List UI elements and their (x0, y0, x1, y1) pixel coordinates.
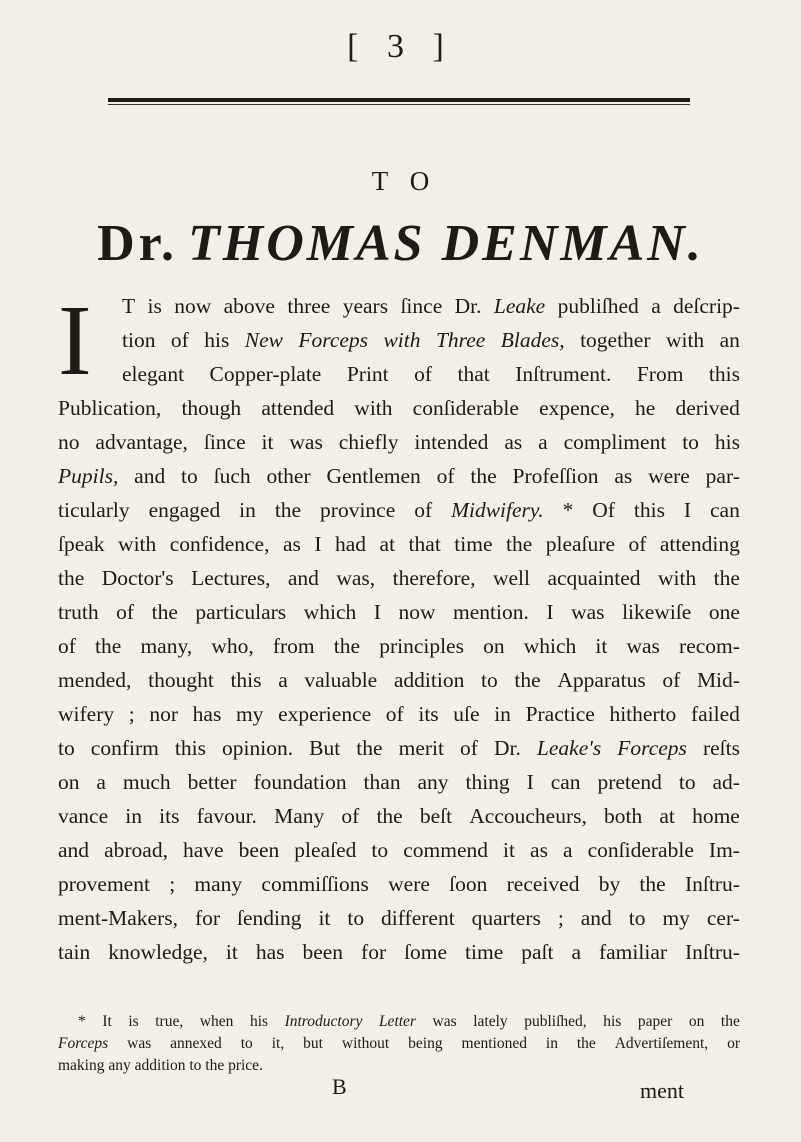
word: paper (637, 1013, 673, 1030)
word: T (122, 294, 136, 318)
word: home (692, 804, 740, 828)
word: experience (278, 702, 372, 726)
word: addition (393, 668, 465, 692)
word: now (174, 294, 212, 318)
word: to (347, 906, 365, 930)
dedication-heading (0, 214, 801, 273)
word: the (356, 736, 383, 760)
word: one (708, 600, 740, 624)
word: I (546, 600, 554, 624)
word: that (408, 532, 441, 556)
word: intended (414, 430, 489, 454)
word: ſpeak (58, 532, 105, 556)
word: principles (379, 634, 464, 658)
word: Accoucheurs, (469, 804, 587, 828)
word: was (432, 1013, 457, 1030)
word: in (239, 498, 256, 522)
word: quarters (471, 906, 541, 930)
word: cer- (706, 906, 740, 930)
word: had (335, 532, 367, 556)
word: elegant (122, 362, 185, 386)
word: ſoon (449, 872, 488, 896)
word: Many (274, 804, 325, 828)
word: Letter (378, 1013, 416, 1030)
word: and (580, 906, 612, 930)
word: compliment (563, 430, 667, 454)
word: with (354, 396, 393, 420)
word: ; (169, 872, 176, 896)
word: merit (398, 736, 444, 760)
word: truth (58, 600, 99, 624)
word: without (341, 1035, 390, 1052)
word: advantage, (95, 430, 188, 454)
word: now (398, 600, 436, 624)
word: was, (336, 566, 376, 590)
word: who, (211, 634, 254, 658)
word: ; (557, 906, 564, 930)
word: he (635, 396, 656, 420)
word: Midwifery. (451, 498, 544, 522)
text-line (58, 532, 740, 566)
word: ſince (400, 294, 443, 318)
word: time (454, 532, 493, 556)
text-line (58, 736, 740, 770)
word: provement (58, 872, 150, 896)
word: Three (435, 328, 486, 352)
word: Apparatus (557, 668, 646, 692)
word: is (128, 1013, 139, 1030)
word: Forceps (298, 328, 369, 352)
word: failed (690, 702, 740, 726)
word: that (457, 362, 490, 386)
word: to (678, 770, 696, 794)
word: better (187, 770, 237, 794)
word: ticularly (58, 498, 130, 522)
word: Im- (708, 838, 740, 862)
word: on (483, 634, 505, 658)
word: Forceps (58, 1035, 109, 1052)
word: valuable (304, 668, 378, 692)
text-line (58, 362, 740, 396)
word: three (287, 294, 331, 318)
word: the (505, 532, 533, 556)
word: have (183, 838, 224, 862)
word: familiar (598, 940, 668, 964)
word: many, (140, 634, 193, 658)
word: the (376, 804, 403, 828)
word: ad- (712, 770, 740, 794)
word: together (580, 328, 651, 352)
drop-cap: I (58, 284, 92, 396)
word: been (302, 940, 344, 964)
catchline (0, 1074, 801, 1104)
word: reſts (702, 736, 740, 760)
word: tain (58, 940, 91, 964)
word: can (550, 770, 581, 794)
word: conſiderable (587, 838, 694, 862)
word: the (95, 634, 122, 658)
to-heading: TO (371, 166, 452, 196)
word: were (648, 464, 690, 488)
word: were (388, 872, 430, 896)
word: I (526, 770, 534, 794)
word: publiſhed, (524, 1013, 587, 1030)
dedication-prefix: Dr. (97, 215, 178, 272)
word: attending (659, 532, 740, 556)
word: my (662, 906, 690, 930)
word: abroad, (104, 838, 168, 862)
word: Copper-plate (209, 362, 322, 386)
word: therefore, (392, 566, 476, 590)
word: as (282, 532, 301, 556)
footnote-line (58, 1013, 740, 1035)
word: the (205, 1057, 225, 1074)
word: uſe (453, 702, 480, 726)
header-rule (108, 98, 690, 102)
word: received (506, 872, 580, 896)
word: its (418, 702, 439, 726)
word: it (318, 906, 331, 930)
word: in (545, 1035, 558, 1052)
word: of (116, 600, 135, 624)
word: on (688, 1013, 705, 1030)
word: of (460, 736, 478, 760)
text-line (58, 566, 740, 600)
footnote (58, 1013, 740, 1079)
word: a (538, 430, 548, 454)
word: at (659, 804, 675, 828)
word: Practice (525, 702, 595, 726)
word: mention. (453, 600, 529, 624)
word: an (719, 328, 740, 352)
word: deſcrip- (673, 294, 740, 318)
word: to (481, 668, 498, 692)
word: New (244, 328, 283, 352)
word: a (651, 294, 661, 318)
word: But (309, 736, 341, 760)
word: price. (228, 1057, 263, 1074)
word: his (714, 430, 740, 454)
word: is (147, 294, 162, 318)
word: thing (465, 770, 510, 794)
word: I (683, 498, 692, 522)
text-line (58, 804, 740, 838)
word: pleaſure (545, 532, 615, 556)
word: Mid- (696, 668, 740, 692)
text-line (58, 838, 740, 872)
word: the (639, 872, 666, 896)
word: Doctor's (101, 566, 174, 590)
word: was (571, 600, 605, 624)
word: to (189, 1057, 202, 1074)
word: attended (261, 396, 335, 420)
word: has (192, 702, 222, 726)
word: his (603, 1013, 622, 1030)
text-line (58, 600, 740, 634)
word: true, (155, 1013, 184, 1030)
word: recom- (679, 634, 740, 658)
word: as (504, 430, 523, 454)
word: any (108, 1057, 131, 1074)
word: hitherto (609, 702, 677, 726)
word: * (78, 1013, 86, 1030)
word: vance (58, 804, 109, 828)
word: expence, (539, 396, 615, 420)
word: of (436, 464, 455, 488)
word: ſome (404, 940, 448, 964)
word: Lectures, (191, 566, 271, 590)
word: was (289, 430, 323, 454)
word: Inſtru- (684, 872, 740, 896)
word: in (494, 702, 511, 726)
word: his (249, 1013, 269, 1030)
word: knowledge, (108, 940, 208, 964)
text-line (58, 294, 740, 328)
word: his (204, 328, 230, 352)
signature-mark: B (332, 1074, 347, 1099)
word: pleaſed (294, 838, 357, 862)
word: likewiſe (622, 600, 692, 624)
body-text (58, 284, 740, 974)
word: I (314, 532, 322, 556)
word: the (470, 464, 497, 488)
word: Inſtru- (685, 940, 740, 964)
word: it (261, 430, 274, 454)
text-line (58, 328, 740, 362)
word: Dr. (493, 736, 521, 760)
word: which (523, 634, 577, 658)
word: favour. (196, 804, 257, 828)
word: but (303, 1035, 323, 1052)
word: of (414, 362, 433, 386)
word: commend (403, 838, 488, 862)
word: than (363, 770, 401, 794)
word: Publication, (58, 396, 162, 420)
text-line (58, 634, 740, 668)
word: to (58, 736, 75, 760)
word: it, (271, 1035, 285, 1052)
word: par- (705, 464, 740, 488)
word: other (266, 464, 311, 488)
word: the (720, 1013, 740, 1030)
word: different (381, 906, 455, 930)
text-line (58, 702, 740, 736)
word: a (96, 770, 106, 794)
word: on (58, 770, 80, 794)
word: much (122, 770, 171, 794)
word: to (371, 838, 389, 862)
word: to (682, 430, 699, 454)
word: province (320, 498, 396, 522)
text-line (58, 906, 740, 940)
word: I (373, 600, 381, 624)
word: making (58, 1057, 105, 1074)
word: any (417, 770, 449, 794)
catchword: ment (640, 1078, 684, 1103)
word: of (58, 634, 76, 658)
word: with (665, 328, 705, 352)
word: many (194, 872, 243, 896)
word: the (58, 566, 85, 590)
word: chiefly (338, 430, 399, 454)
word: my (235, 702, 264, 726)
text-line (58, 430, 740, 464)
word: been (238, 838, 280, 862)
word: wifery (58, 702, 115, 726)
word: annexed (170, 1035, 222, 1052)
word: Forceps (617, 736, 687, 760)
word: as (530, 838, 548, 862)
word: it (225, 940, 238, 964)
word: this (174, 736, 206, 760)
word: From (636, 362, 684, 386)
word: time (465, 940, 504, 964)
text-line (58, 396, 740, 430)
word: this (633, 498, 665, 522)
word: by (598, 872, 621, 896)
word: Inſtrument. (515, 362, 612, 386)
word: It (102, 1013, 112, 1030)
word: of (341, 804, 360, 828)
word: for (194, 906, 221, 930)
word: of (628, 532, 647, 556)
word: in (125, 804, 143, 828)
word: a (563, 838, 573, 862)
word: for (361, 940, 387, 964)
word: Dr. (454, 294, 482, 318)
word: opinion. (222, 736, 294, 760)
word: beſt (419, 804, 453, 828)
word: to (240, 1035, 253, 1052)
word: particulars (195, 600, 287, 624)
dedication-name: THOMAS DENMAN. (187, 215, 704, 272)
word: pretend (597, 770, 662, 794)
word: ment-Makers, (58, 906, 179, 930)
word: this (708, 362, 740, 386)
word: was (127, 1035, 152, 1052)
word: when (199, 1013, 234, 1030)
word: * (562, 498, 574, 522)
word: with (118, 532, 157, 556)
word: well (492, 566, 531, 590)
word: Print (346, 362, 389, 386)
word: ; (128, 702, 135, 726)
word: both (604, 804, 643, 828)
word: Pupils, (58, 464, 119, 488)
word: a (278, 668, 288, 692)
word: it (595, 634, 608, 658)
word: engaged (148, 498, 221, 522)
word: and (58, 838, 90, 862)
word: and (287, 566, 319, 590)
page-number: [ 3 ] (347, 28, 454, 65)
text-line (58, 464, 740, 498)
word: mentioned (461, 1035, 527, 1052)
word: a (571, 940, 581, 964)
text-line (58, 770, 740, 804)
word: commiſſions (261, 872, 369, 896)
word: it (503, 838, 515, 862)
text-line (58, 668, 740, 702)
word: though (181, 396, 242, 420)
word: with (657, 566, 697, 590)
word: foundation (253, 770, 347, 794)
word: of (170, 328, 189, 352)
word: its (159, 804, 180, 828)
word: Gentlemen (326, 464, 421, 488)
word: Advertiſement, (614, 1035, 709, 1052)
word: at (379, 532, 396, 556)
word: from (272, 634, 315, 658)
word: no (58, 430, 80, 454)
word: Introductory (284, 1013, 363, 1030)
word: paſt (521, 940, 554, 964)
word: derived (675, 396, 740, 420)
word: can (710, 498, 740, 522)
word: Blades, (500, 328, 565, 352)
word: mended, (58, 668, 132, 692)
word: the (333, 634, 361, 658)
word: publiſhed (557, 294, 639, 318)
word: to (181, 464, 198, 488)
word: confirm (90, 736, 159, 760)
word: Profeſſion (512, 464, 599, 488)
word: years (342, 294, 389, 318)
word: has (255, 940, 285, 964)
word: above (223, 294, 275, 318)
word: the (514, 668, 541, 692)
word: with (383, 328, 421, 352)
word: acquainted (547, 566, 641, 590)
word: thought (148, 668, 214, 692)
word: was (626, 634, 660, 658)
word: ſending (237, 906, 302, 930)
word: or (727, 1035, 740, 1052)
word: as (614, 464, 633, 488)
word: and (134, 464, 166, 488)
word: ſuch (213, 464, 251, 488)
word: lately (473, 1013, 508, 1030)
word: the (576, 1035, 596, 1052)
word: ſince (203, 430, 246, 454)
word: of (414, 498, 433, 522)
word: of (662, 668, 681, 692)
word: the (713, 566, 740, 590)
word: being (408, 1035, 443, 1052)
text-line (58, 940, 740, 974)
word: confidence, (169, 532, 270, 556)
word: nor (149, 702, 179, 726)
word: Of (592, 498, 615, 522)
word: the (274, 498, 302, 522)
word: which (303, 600, 357, 624)
text-line (58, 498, 740, 532)
word: addition (134, 1057, 186, 1074)
footnote-line (58, 1035, 740, 1057)
word: Leake's (536, 736, 602, 760)
word: the (151, 600, 178, 624)
word: tion (122, 328, 156, 352)
text-line (58, 872, 740, 906)
word: conſiderable (412, 396, 519, 420)
word: of (385, 702, 404, 726)
word: this (230, 668, 262, 692)
word: to (628, 906, 646, 930)
word: Leake (493, 294, 546, 318)
